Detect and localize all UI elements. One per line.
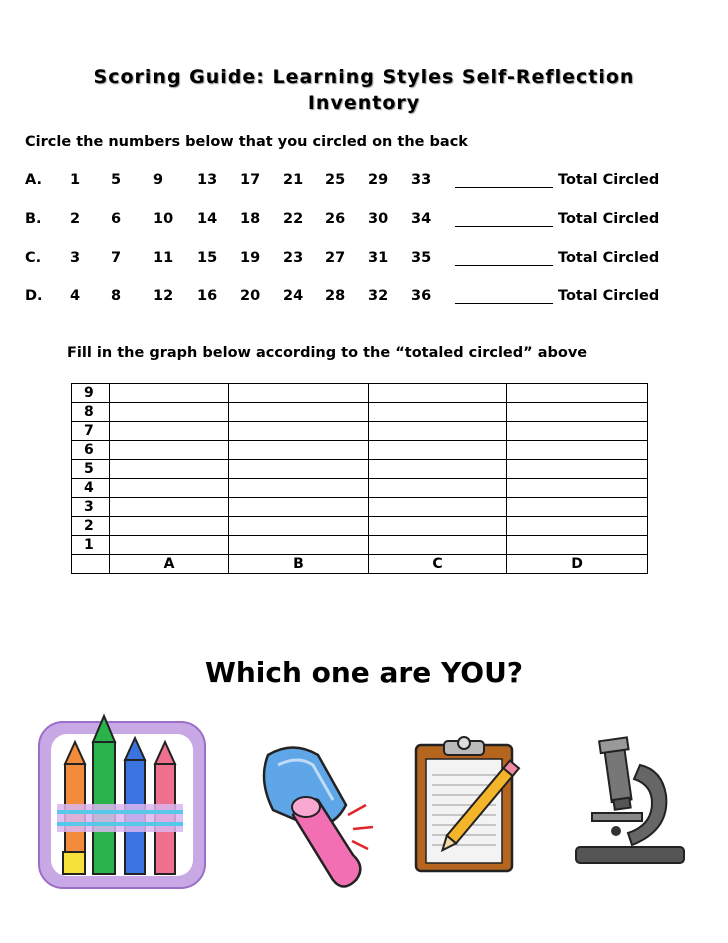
row-number[interactable]: 20 xyxy=(240,288,261,304)
graph-cell[interactable] xyxy=(110,517,229,536)
row-number[interactable]: 33 xyxy=(411,172,432,188)
graph-row-6 xyxy=(72,441,648,460)
total-label: Total Circled xyxy=(558,288,660,304)
graph-cell[interactable] xyxy=(369,460,507,479)
row-number[interactable]: 13 xyxy=(197,172,218,188)
graph-cell[interactable] xyxy=(369,536,507,555)
row-number[interactable]: 4 xyxy=(70,288,81,304)
graph-cell[interactable] xyxy=(229,441,369,460)
graph-row-2 xyxy=(72,517,648,536)
graph-row-4 xyxy=(72,479,648,498)
graph-cell[interactable] xyxy=(229,403,369,422)
row-number[interactable]: 15 xyxy=(197,250,218,266)
row-number[interactable]: 28 xyxy=(325,288,346,304)
row-number[interactable]: 11 xyxy=(153,250,174,266)
graph-cell[interactable] xyxy=(507,498,648,517)
graph-row-8 xyxy=(72,403,648,422)
graph-cell[interactable] xyxy=(229,479,369,498)
y-axis-label: 8 xyxy=(72,403,110,422)
y-axis-label: 7 xyxy=(72,422,110,441)
graph-cell[interactable] xyxy=(507,384,648,403)
total-label: Total Circled xyxy=(558,211,660,227)
graph-cell[interactable] xyxy=(229,498,369,517)
row-number[interactable]: 2 xyxy=(70,211,81,227)
graph-cell[interactable] xyxy=(229,384,369,403)
x-axis-label: D xyxy=(507,555,648,574)
graph-row-7 xyxy=(72,422,648,441)
y-axis-label: 9 xyxy=(72,384,110,403)
x-axis-label: B xyxy=(229,555,369,574)
graph-x-axis-row xyxy=(72,555,648,574)
graph-row-9 xyxy=(72,384,648,403)
row-number[interactable]: 19 xyxy=(240,250,261,266)
row-number[interactable]: 35 xyxy=(411,250,432,266)
y-axis-label: 2 xyxy=(72,517,110,536)
clipboard-pencil-icon xyxy=(412,735,522,875)
row-number[interactable]: 21 xyxy=(283,172,304,188)
y-axis-label: 4 xyxy=(72,479,110,498)
row-number[interactable]: 9 xyxy=(153,172,164,188)
graph-row-3 xyxy=(72,498,648,517)
row-number[interactable]: 25 xyxy=(325,172,346,188)
row-number[interactable]: 17 xyxy=(240,172,261,188)
row-number[interactable]: 31 xyxy=(368,250,389,266)
row-number[interactable]: 6 xyxy=(111,211,122,227)
row-number[interactable]: 16 xyxy=(197,288,218,304)
row-number[interactable]: 3 xyxy=(70,250,81,266)
total-blank-line[interactable] xyxy=(455,265,553,266)
graph-row-1 xyxy=(72,536,648,555)
graph-cell[interactable] xyxy=(507,536,648,555)
row-number[interactable]: 32 xyxy=(368,288,389,304)
graph-cell[interactable] xyxy=(507,441,648,460)
x-axis-label: A xyxy=(110,555,229,574)
y-axis-label: 1 xyxy=(72,536,110,555)
crayons-icon xyxy=(35,712,210,892)
row-number[interactable]: 22 xyxy=(283,211,304,227)
graph-cell[interactable] xyxy=(369,479,507,498)
graph-cell[interactable] xyxy=(369,384,507,403)
row-label: A. xyxy=(25,172,42,188)
graph-cell[interactable] xyxy=(110,460,229,479)
graph-instruction: Fill in the graph below according to the “totaled circled” above xyxy=(67,345,588,361)
row-number[interactable]: 1 xyxy=(70,172,81,188)
row-label: B. xyxy=(25,211,42,227)
graph-cell[interactable] xyxy=(507,403,648,422)
row-number[interactable]: 24 xyxy=(283,288,304,304)
question-heading: Which one are YOU? xyxy=(204,656,524,689)
y-axis-label: 6 xyxy=(72,441,110,460)
graph-cell[interactable] xyxy=(369,403,507,422)
graph-cell[interactable] xyxy=(110,384,229,403)
row-number[interactable]: 18 xyxy=(240,211,261,227)
total-blank-line[interactable] xyxy=(455,303,553,304)
graph-cell[interactable] xyxy=(229,517,369,536)
graph-corner-cell xyxy=(72,555,110,574)
graph-cell[interactable] xyxy=(369,498,507,517)
row-number[interactable]: 30 xyxy=(368,211,389,227)
row-number[interactable]: 23 xyxy=(283,250,304,266)
y-axis-label: 5 xyxy=(72,460,110,479)
row-number[interactable]: 5 xyxy=(111,172,122,188)
graph-cell[interactable] xyxy=(110,498,229,517)
row-number[interactable]: 36 xyxy=(411,288,432,304)
instruction-text: Circle the numbers below that you circled on the back xyxy=(25,134,468,150)
graph-cell[interactable] xyxy=(507,479,648,498)
graph-cell[interactable] xyxy=(369,517,507,536)
graph-cell[interactable] xyxy=(229,422,369,441)
graph-cell[interactable] xyxy=(507,422,648,441)
row-number[interactable]: 8 xyxy=(111,288,122,304)
graph-cell[interactable] xyxy=(507,517,648,536)
graph-cell[interactable] xyxy=(110,536,229,555)
row-number[interactable]: 29 xyxy=(368,172,389,188)
bar-graph-grid xyxy=(71,383,648,574)
graph-row-5 xyxy=(72,460,648,479)
graph-cell[interactable] xyxy=(229,536,369,555)
row-number[interactable]: 27 xyxy=(325,250,346,266)
graph-cell[interactable] xyxy=(110,403,229,422)
total-blank-line[interactable] xyxy=(455,226,553,227)
graph-cell[interactable] xyxy=(110,441,229,460)
chalk-eraser-icon xyxy=(248,735,378,895)
row-number[interactable]: 14 xyxy=(197,211,218,227)
row-number[interactable]: 10 xyxy=(153,211,174,227)
total-label: Total Circled xyxy=(558,250,660,266)
graph-cell[interactable] xyxy=(369,422,507,441)
page-title: Scoring Guide: Learning Styles Self-Reflection Inventory xyxy=(93,66,635,114)
total-blank-line[interactable] xyxy=(455,187,553,188)
row-number[interactable]: 34 xyxy=(411,211,432,227)
row-number[interactable]: 7 xyxy=(111,250,122,266)
microscope-icon xyxy=(570,735,688,870)
row-label: D. xyxy=(25,288,43,304)
y-axis-label: 3 xyxy=(72,498,110,517)
graph-cell[interactable] xyxy=(110,422,229,441)
graph-cell[interactable] xyxy=(369,441,507,460)
total-label: Total Circled xyxy=(558,172,660,188)
row-number[interactable]: 26 xyxy=(325,211,346,227)
row-number[interactable]: 12 xyxy=(153,288,174,304)
graph-cell[interactable] xyxy=(507,460,648,479)
x-axis-label: C xyxy=(369,555,507,574)
graph-cell[interactable] xyxy=(229,460,369,479)
row-label: C. xyxy=(25,250,42,266)
graph-cell[interactable] xyxy=(110,479,229,498)
